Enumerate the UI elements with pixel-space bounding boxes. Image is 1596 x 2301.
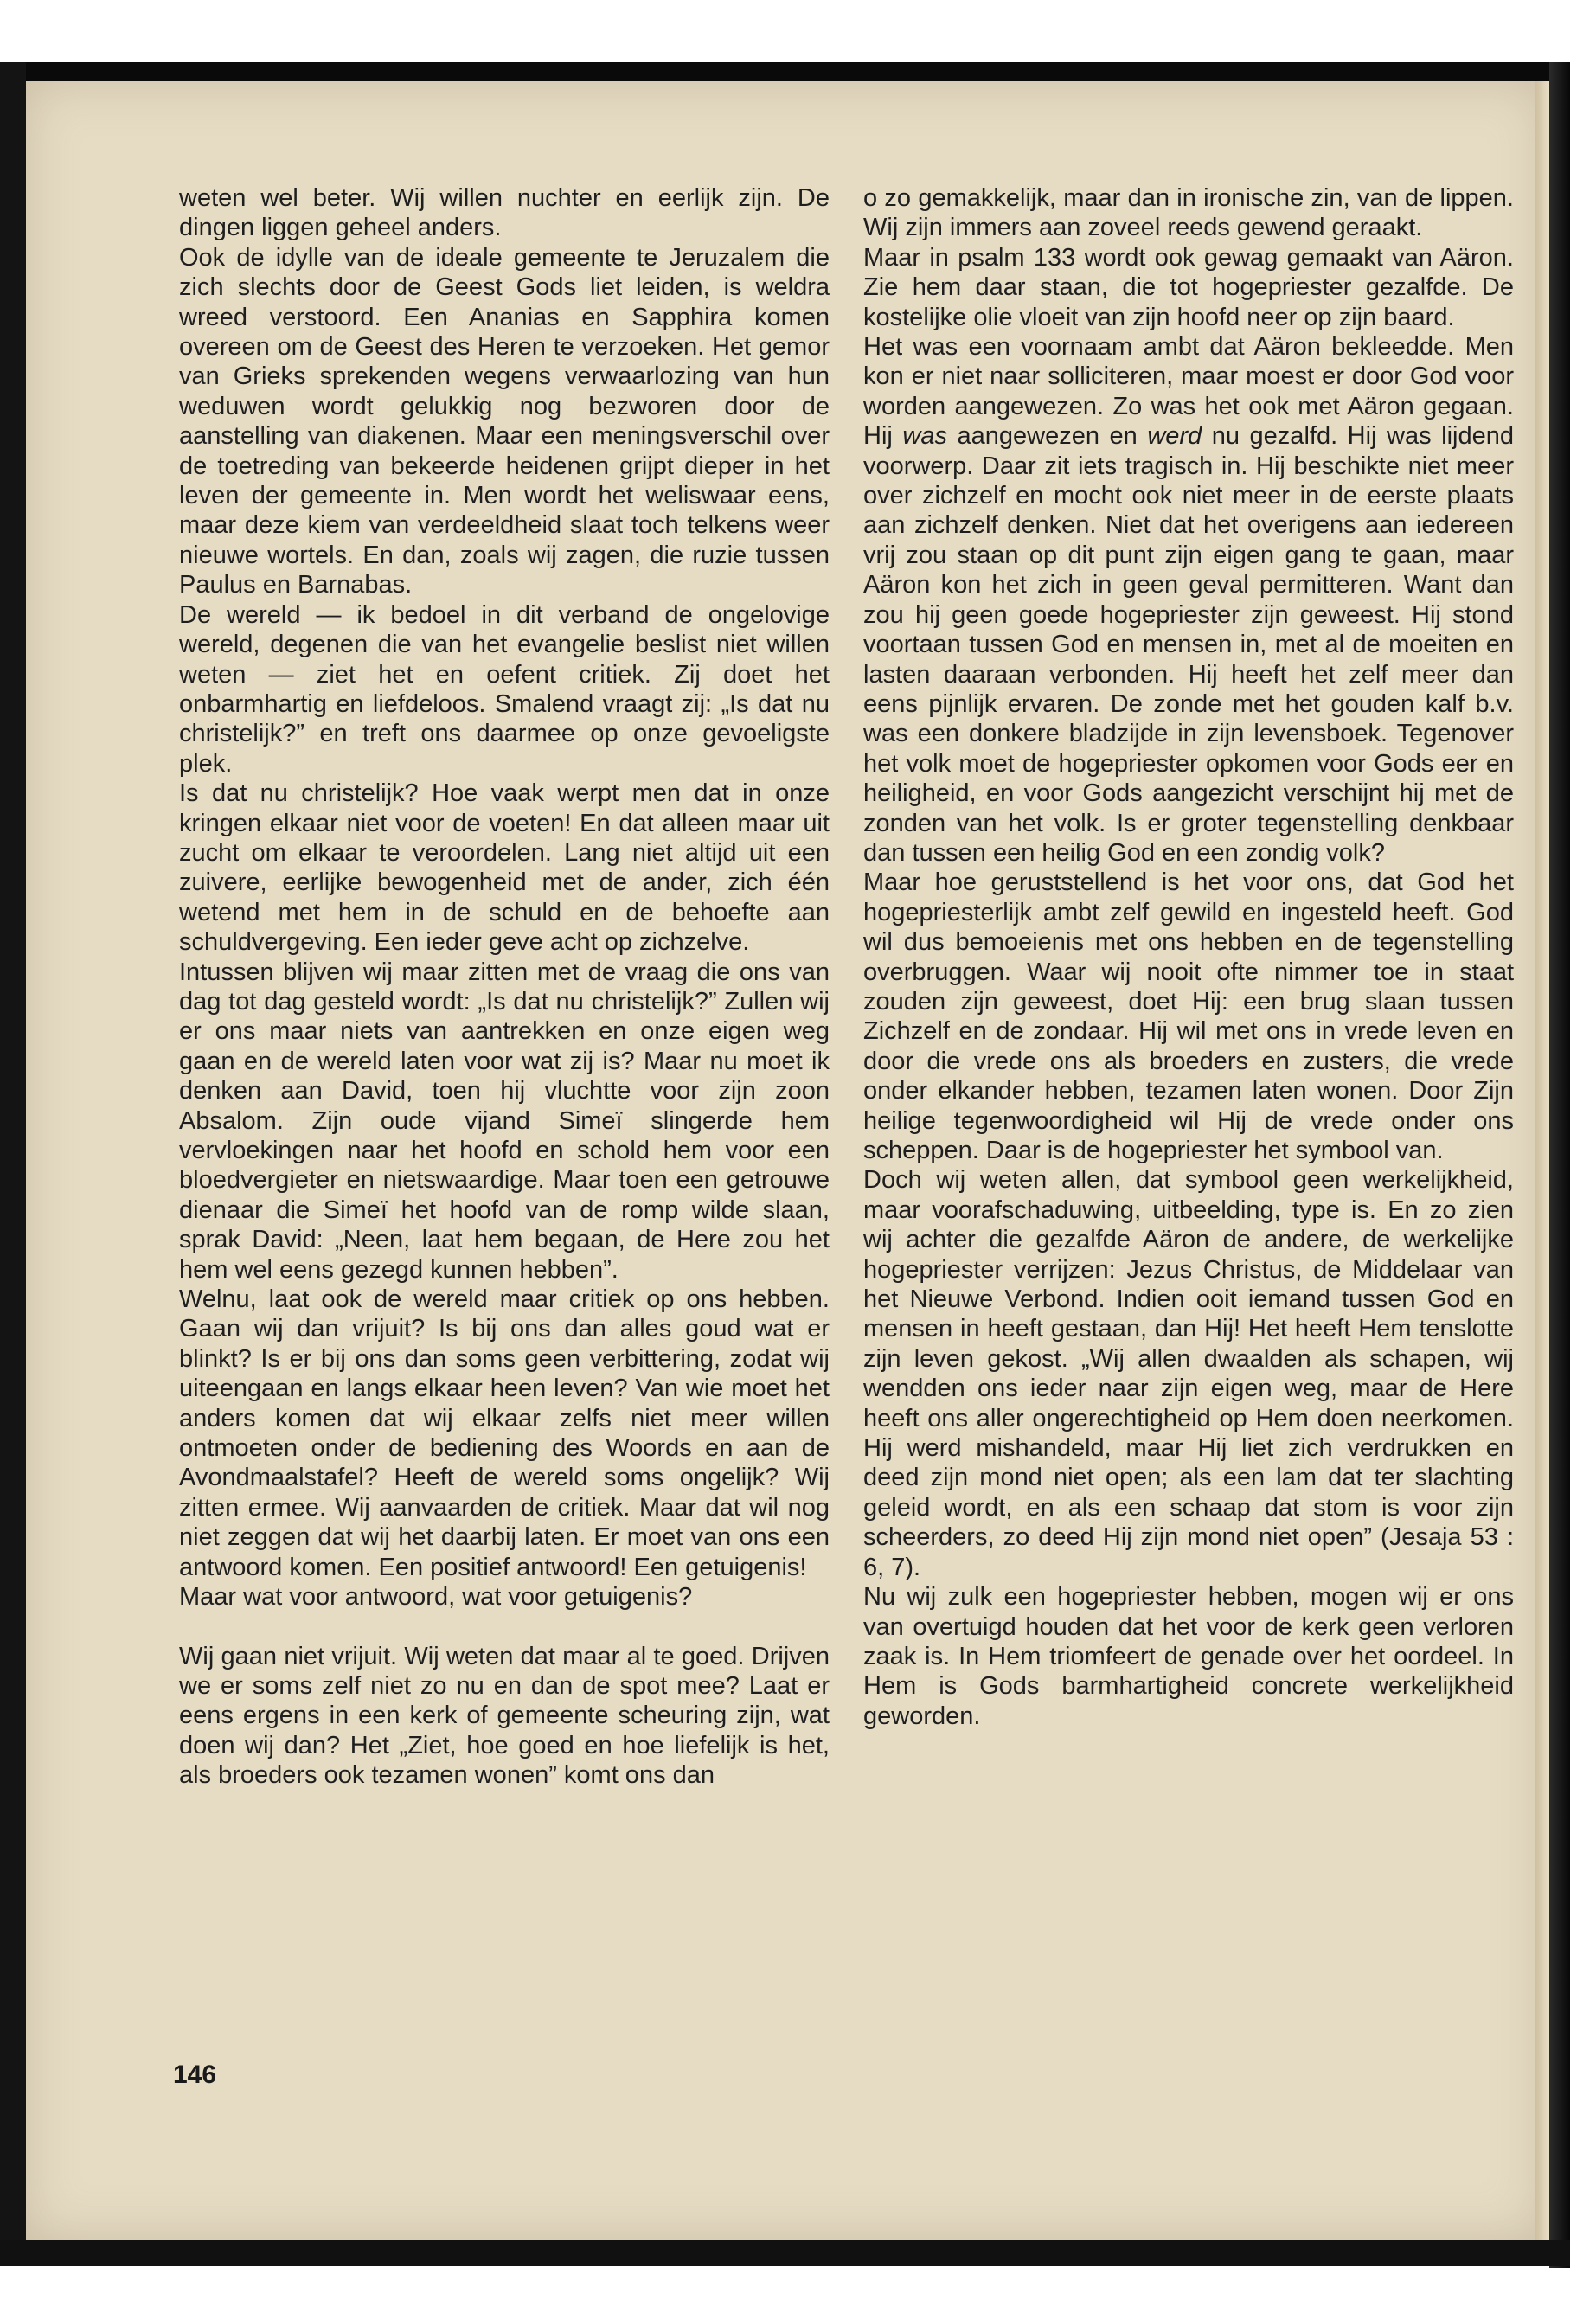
paragraph: Ook de idylle van de ideale gemeente te Jeruzalem die zich slechts door de Geest Gods liet leiden, is weldra wreed verstoord. Een Ananias en Sapphira komen overeen om de Geest des Heren te verzoeken. Het gemor van Grieks sprekenden wegens verwaarlozing van hun weduwen wordt gelukkig nog bezworen door de aanstelling van diakenen. Maar een meningsverschil over de toetreding van bekeerde heidenen grijpt dieper in het leven der gemeente in. Men wordt het weliswaar eens, maar deze kiem van verdeeldheid slaat toch telkens weer nieuwe wortels. En dan, zoals wij zagen, die ruzie tussen Paulus en Barnabas. xyxy=(179,243,830,599)
paragraph: Is dat nu christelijk? Hoe vaak werpt men dat in onze kringen elkaar niet voor de voeten! En dat alleen maar uit zucht om elkaar te veroordelen. Lang niet altijd uit een zuivere, eerlijke bewogenheid met de ander, zich één wetend met hem in de schuld en de behoefte aan schuldvergeving. Een ieder geve acht op zichzelve. xyxy=(179,779,830,957)
left-text-column xyxy=(179,183,830,1791)
paragraph: Wij gaan niet vrijuit. Wij weten dat maar al te goed. Drijven we er soms zelf niet zo nu en dan de spot mee? Laat er eens ergens in een kerk of gemeente scheuring zijn, wat doen wij dan? Het „Ziet, hoe goed en hoe liefelijk is het, als broeders ook tezamen wonen” komt ons dan xyxy=(179,1642,830,1790)
scan-left-border xyxy=(0,62,26,2242)
paragraph: Maar in psalm 133 wordt ook gewag gemaakt van Aäron. Zie hem daar staan, die tot hogepriester gezalfde. De kostelijke olie vloeit van zijn hoofd neer op zijn baard. xyxy=(863,243,1514,331)
paragraph: Maar hoe geruststellend is het voor ons, dat God het hogepriesterlijk ambt zelf gewild en ingesteld heeft. God wil dus bemoeienis met ons hebben en de tegenstelling overbruggen. Waar wij nooit ofte nimmer toe in staat zouden zijn geweest, doet Hij: een brug slaan tussen Zichzelf en de zondaar. Hij wil met ons in vrede leven en door die vrede ons als broeders en zusters, die vrede onder elkander hebben, tezamen laten wonen. Door Zijn heilige tegenwoordigheid wil Hij de vrede onder ons scheppen. Daar is de hogepriester het symbool van. xyxy=(863,868,1514,1164)
book-spine xyxy=(1549,62,1570,2268)
paragraph: weten wel beter. Wij willen nuchter en eerlijk zijn. De dingen liggen geheel anders. xyxy=(179,184,830,242)
scan-bottom-border xyxy=(0,2240,1570,2266)
paragraph: Nu wij zulk een hogepriester hebben, mogen wij er ons van overtuigd houden dat het voor de kerk geen verloren zaak is. In Hem triomfeert de genade over het oordeel. In Hem is Gods barmhartigheid concrete werkelijkheid geworden. xyxy=(863,1583,1514,1730)
right-text-column xyxy=(863,183,1514,1731)
paragraph: Maar wat voor antwoord, wat voor getuigenis? xyxy=(179,1583,693,1612)
italic-emphasis: werd xyxy=(1147,422,1202,451)
paragraph: De wereld — ik bedoel in dit verband de ongelovige wereld, degenen die van het evangelie beslist niet willen weten — ziet het en oefent critiek. Zij doet het onbarmhartig en liefdeloos. Smalend vraagt zij: „Is dat nu christelijk?” en treft ons daarmee op onze gevoeligste plek. xyxy=(179,600,830,778)
paragraph: Doch wij weten allen, dat symbool geen werkelijkheid, maar voorafschaduwing, uitbeelding, type is. En zo zien wij achter die gezalfde Aäron de andere, de werkelijke hogepriester verrijzen: Jezus Christus, de Middelaar van het Nieuwe Verbond. Indien ooit iemand tussen God en mensen in heeft gestaan, dan Hij! Het heeft Hem tenslotte zijn leven gekost. „Wij allen dwaalden als schapen, wij wendden ons ieder naar zijn eigen weg, maar de Here heeft ons aller ongerechtigheid op Hem doen neerkomen. Hij werd mishandeld, maar Hij liet zich verdrukken en deed zijn mond niet open; als een lam dat ter slachting geleid wordt, en als een schaap dat stom is voor zijn scheerders, zo deed Hij zijn mond niet open” (Jesaja 53 : 6, 7). xyxy=(863,1166,1514,1581)
paragraph: Intussen blijven wij maar zitten met de vraag die ons van dag tot dag gesteld wordt: „Is dat nu christelijk?” Zullen wij er ons maar niets van aantrekken en onze eigen weg gaan en de wereld laten voor wat zij is? Maar nu moet ik denken aan David, toen hij vluchtte voor zijn zoon Absalom. Zijn oude vijand Simeï slingerde hem vervloekingen naar het hoofd en schold hem voor een bloedvergieter en nietswaardige. Maar toen een getrouwe dienaar die Simeï het hoofd van de romp wilde slaan, sprak David: „Neen, laat hem begaan, de Here zou het hem wel eens gezegd kunnen hebben”. xyxy=(179,958,830,1284)
italic-emphasis: was xyxy=(902,422,947,451)
page-edge xyxy=(1535,81,1549,2240)
scan-top-border xyxy=(0,62,1570,81)
paragraph: o zo gemakkelijk, maar dan in ironische zin, van de lippen. Wij zijn immers aan zoveel reeds gewend geraakt. xyxy=(863,184,1514,242)
paragraph: Het was een voornaam ambt dat Aäron bekleedde. Men kon er niet naar solliciteren, maar moest er door God voor worden aangewezen. Zo was het ook met Aäron gegaan. Hij was aangewezen en werd nu gezalfd. Hij was lijdend voorwerp. Daar zit iets tragisch in. Hij beschikte niet meer over zichzelf en mocht ook niet meer in de eerste plaats aan zichzelf denken. Niet dat het overigens aan iedereen vrij zou staan op dit punt zijn eigen gang te gaan, maar Aäron kon het zich in geen geval permitteren. Want dan zou hij geen goede hogepriester zijn geweest. Hij stond voortaan tussen God en mensen in, met al de moeiten en lasten daaraan verbonden. Hij heeft het zelf meer dan eens pijnlijk ervaren. De zonde met het gouden kalf b.v. was een donkere bladzijde in zijn levensboek. Tegenover het volk moet de hogepriester opkomen voor Gods eer en heiligheid, en voor Gods aangezicht verschijnt hij met de zonden van het volk. Is er groter tegenstelling denkbaar dan tussen een heilig God en een zondig volk? xyxy=(863,333,1515,867)
page-number: 146 xyxy=(173,2061,217,2089)
paragraph: Welnu, laat ook de wereld maar critiek op ons hebben. Gaan wij dan vrijuit? Is bij ons dan alles goud wat er blinkt? Is er bij ons dan soms geen verbittering, zodat wij uiteengaan en langs elkaar heen leven? Van wie moet het anders komen dat wij elkaar zelfs niet meer willen ontmoeten onder de bediening des Woords en aan de Avondmaalstafel? Heeft de wereld soms ongelijk? Wij zitten ermee. Wij aanvaarden de critiek. Maar dat wil nog niet zeggen dat wij het daarbij laten. Er moet van ons een antwoord komen. Een positief antwoord! Een getuigenis! xyxy=(179,1285,830,1581)
